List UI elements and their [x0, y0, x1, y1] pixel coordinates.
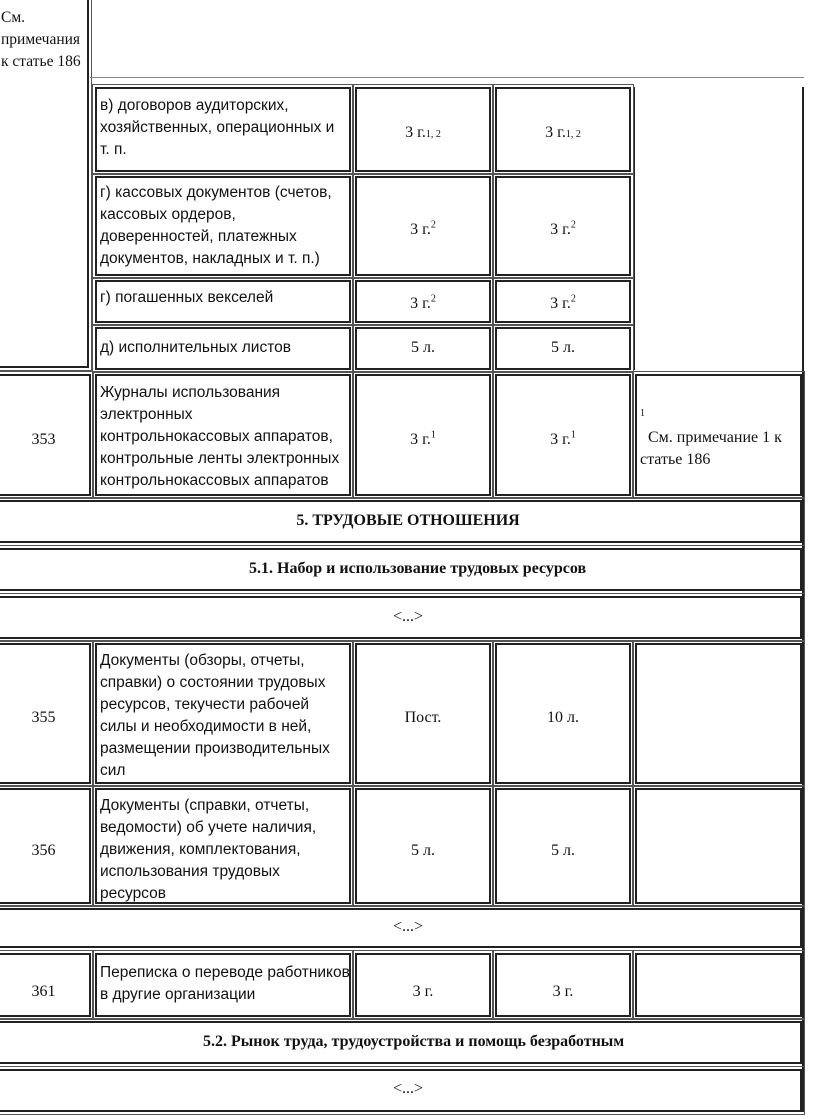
num-361: 361	[31, 983, 56, 1000]
val2-356: 5 л.	[551, 842, 575, 859]
note-cell-356	[635, 788, 802, 904]
val2-v: 3 г.1, 2	[545, 124, 581, 141]
num-356: 356	[31, 842, 56, 859]
right-edge	[802, 87, 804, 1112]
ellipsis-2: <...>	[392, 918, 424, 935]
ellipsis-1: <...>	[392, 608, 424, 625]
note-353-sup: 1	[640, 408, 645, 419]
num-353: 353	[31, 431, 56, 448]
desc-355: Документы (обзоры, отчеты, справки) о состоянии трудовых ресурсов, текучести рабочей силы и необходимости в ней, размещении производительных сил	[100, 652, 330, 779]
val2-g1: 3 г.$^2$	[550, 219, 576, 238]
top-note-text: См. примечания к статье 186	[1, 9, 81, 70]
val2-355: 10 л.	[547, 709, 579, 726]
note-cell-361	[635, 953, 802, 1017]
desc-d: д) исполнительных листов	[100, 339, 291, 356]
desc-356: Документы (справки, отчеты, ведомости) об учете наличия, движения, комплектования, использования трудовых ресурсов	[100, 797, 317, 902]
desc-353: Журналы использования электронных контрольнокассовых аппаратов, контрольные ленты электронных контрольнокассовых аппаратов	[100, 384, 340, 489]
val1-d: 5 л.	[411, 339, 435, 356]
val1-355: Пост.	[404, 709, 442, 726]
note-cell-355	[635, 643, 802, 784]
val1-361: 3 г.	[412, 983, 434, 1000]
num-355: 355	[31, 709, 56, 726]
note-353: См. примечание 1 к статье 186	[640, 429, 782, 468]
desc-361: Переписка о переводе работников в другие организации	[100, 964, 350, 1003]
val1-353: 3 г.$^1$	[410, 429, 436, 448]
val2-g2: 3 г.$^2$	[550, 293, 576, 312]
val1-g1: 3 г.$^2$	[410, 219, 436, 238]
desc-v: в) договоров аудиторских, хозяйственных, операционных и т. п.	[100, 97, 335, 158]
val1-356: 5 л.	[411, 842, 435, 859]
val2-353: 3 г.$^1$	[550, 429, 576, 448]
val2-361: 3 г.	[552, 983, 574, 1000]
val1-g2: 3 г.$^2$	[410, 293, 436, 312]
val2-d: 5 л.	[551, 339, 575, 356]
section-52-title: 5.2. Рынок труда, трудоустройства и помощь безработным	[203, 1033, 625, 1050]
top-right-rule	[90, 77, 804, 78]
desc-g2: г) погашенных векселей	[100, 289, 274, 306]
ellipsis-3: <...>	[392, 1080, 424, 1097]
note-col-rule	[634, 87, 635, 370]
section-51-title: 5.1. Набор и использование трудовых ресурсов	[249, 560, 587, 577]
section-5-title: 5. ТРУДОВЫЕ ОТНОШЕНИЯ	[296, 512, 520, 529]
desc-g1: г) кассовых документов (счетов, кассовых ордеров, доверенностей, платежных документов, накладных и т. п.)	[100, 184, 332, 267]
val1-v: 3 г.1, 2	[405, 124, 441, 141]
